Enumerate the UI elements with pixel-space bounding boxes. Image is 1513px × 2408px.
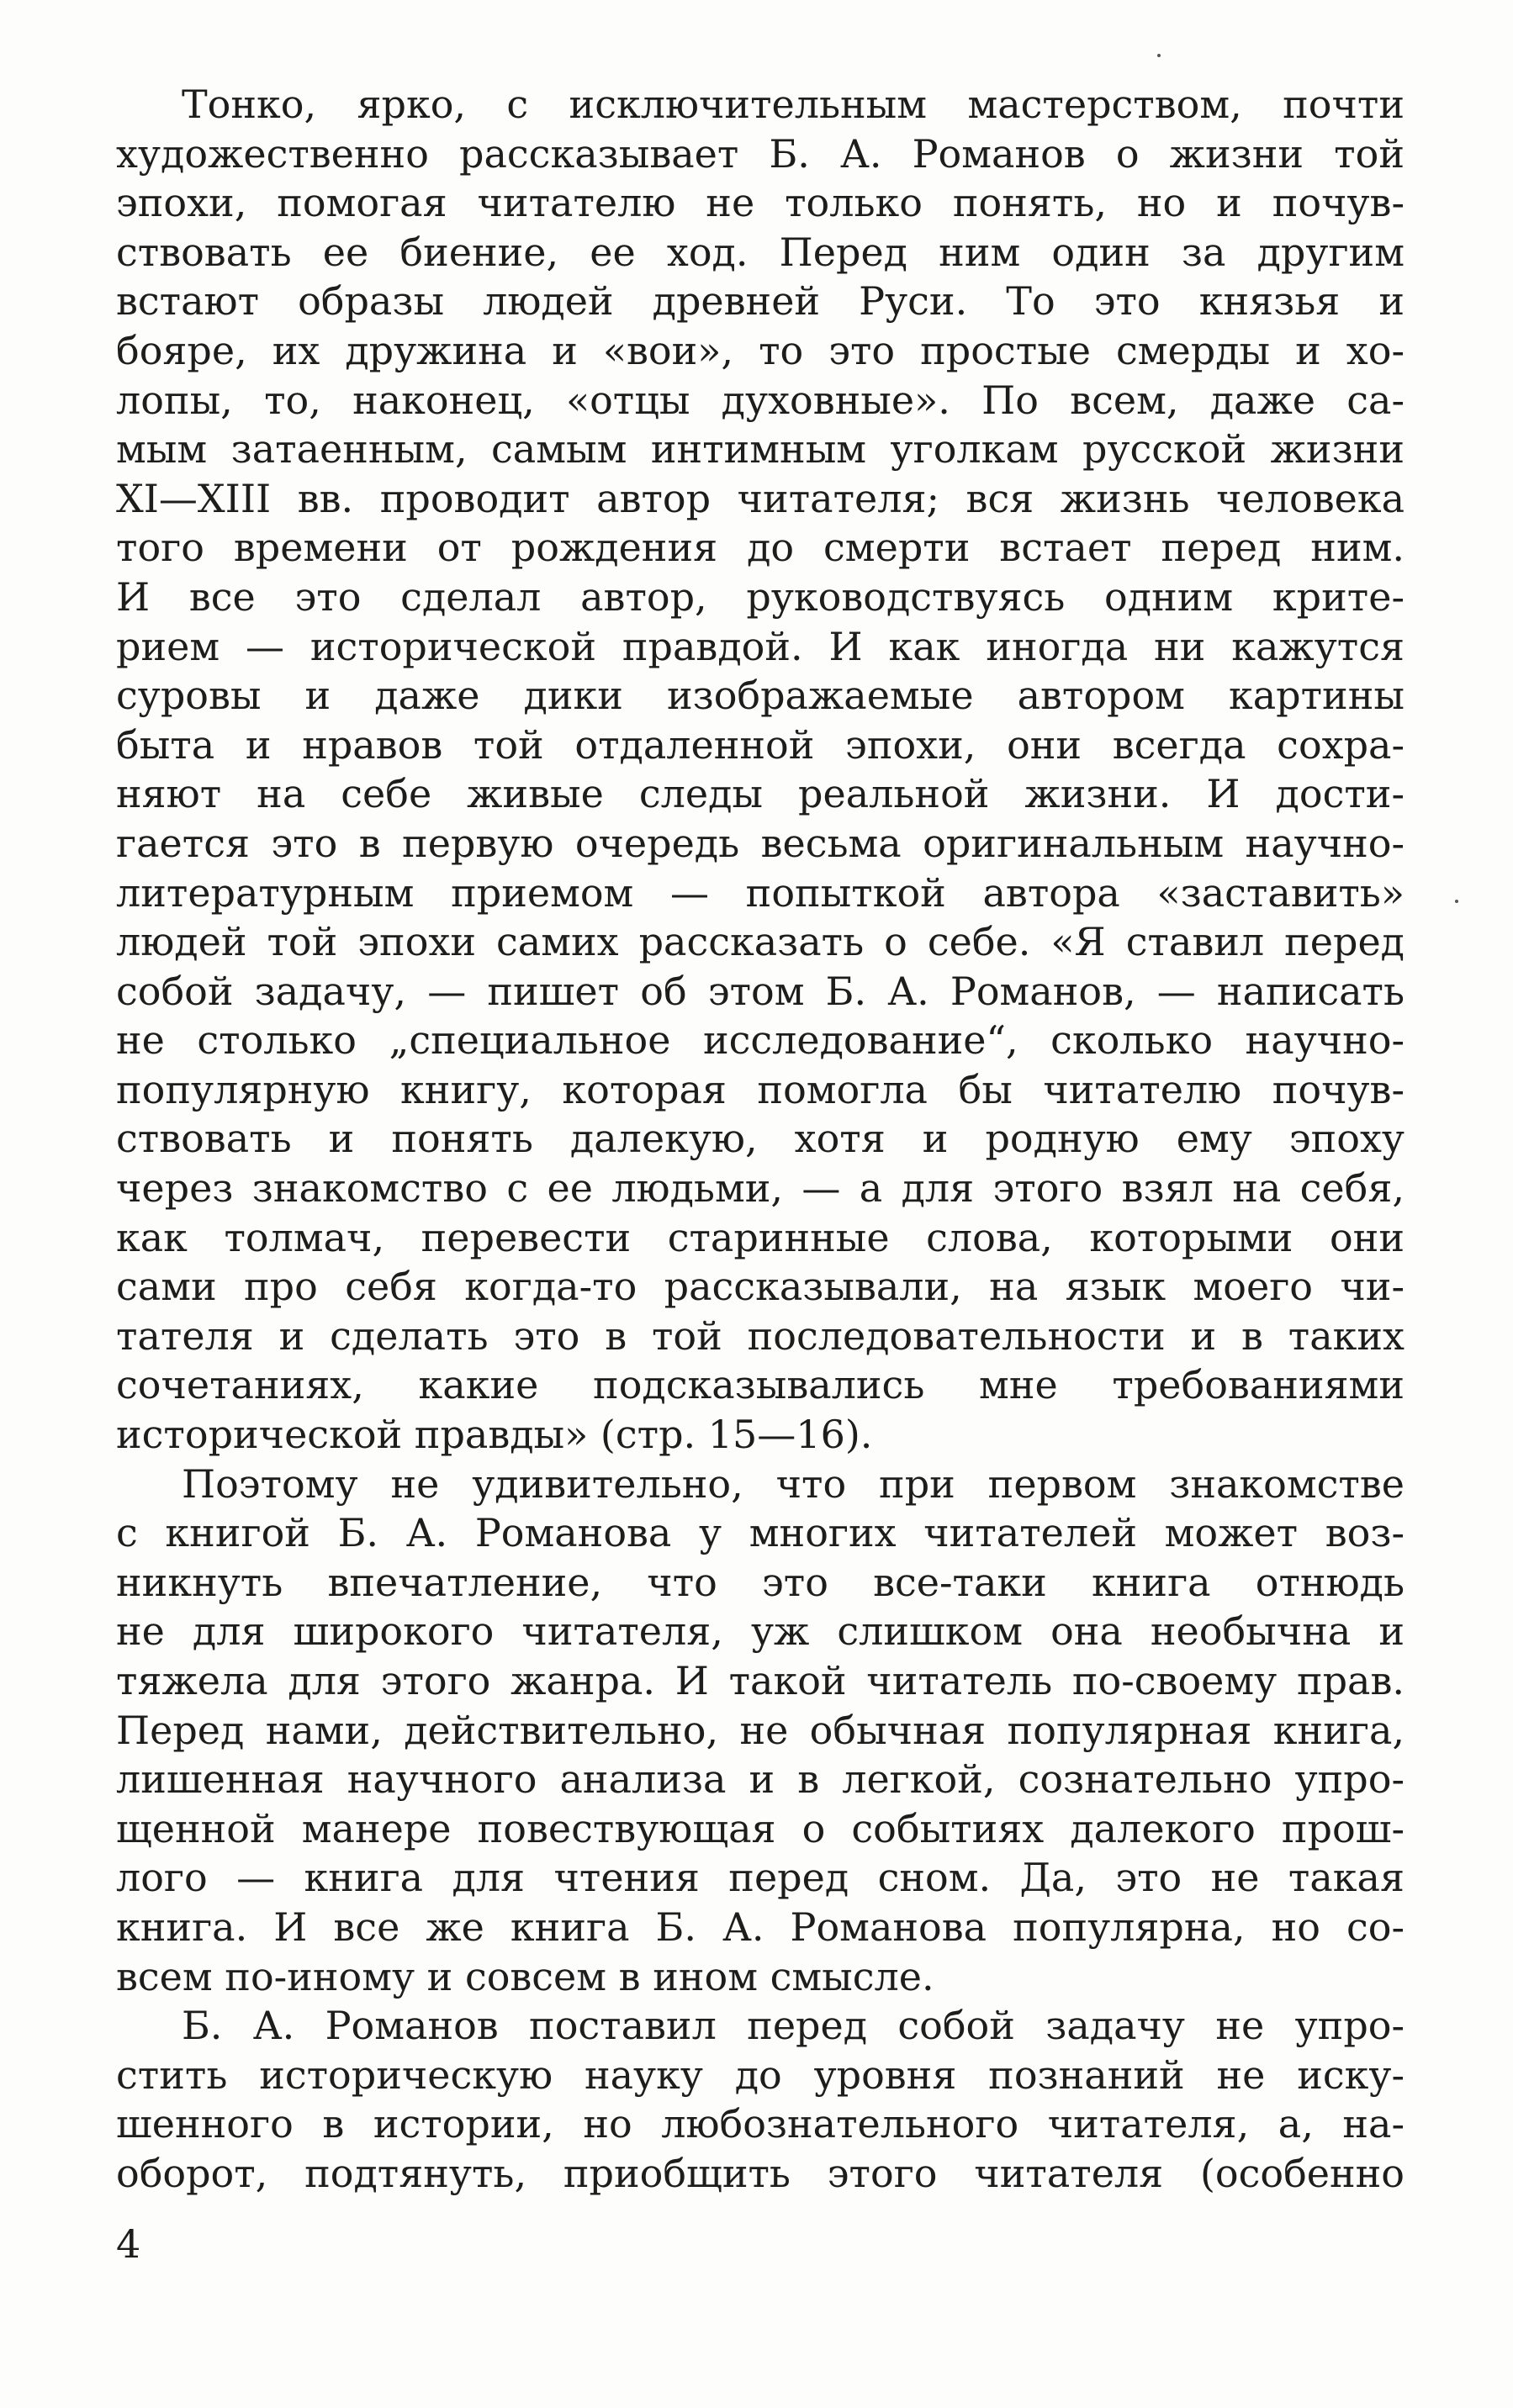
text-line: людей той эпохи самих рассказать о себе. «Я ставил перед [116, 919, 1405, 965]
text-line: Тонко, ярко, с исключительным мастерством, почти [182, 82, 1405, 127]
text-line: эпохи, помогая читателю не только понять, но и почув- [116, 180, 1405, 226]
paragraph-3 [116, 2001, 1405, 2198]
text-line: книга. И все же книга Б. А. Романова популярна, но со- [116, 1904, 1405, 1950]
text-line: литературным приемом — попыткой автора «заставить» [116, 869, 1405, 916]
text-line: сочетаниях, какие подсказывались мне требованиями [116, 1362, 1405, 1408]
text-line: няют на себе живые следы реальной жизни. И дости- [116, 771, 1405, 817]
text-line: Перед нами, действительно, не обычная популярная книга, [116, 1707, 1405, 1753]
text-line: с книгой Б. А. Романова у многих читателей может воз- [116, 1510, 1405, 1556]
text-line: щенной манере повествующая о событиях далекого прош- [116, 1805, 1405, 1851]
text-line: стить историческую науку до уровня познаний не иску- [116, 2052, 1405, 2098]
text-line: художественно рассказывает Б. А. Романов о жизни той [116, 130, 1405, 177]
text-line: лопы, то, наконец, «отцы духовные». По всем, даже са- [116, 377, 1405, 423]
text-line: ствовать и понять далекую, хотя и родную ему эпоху [116, 1116, 1405, 1162]
text-line: лого — книга для чтения перед сном. Да, это не такая [116, 1855, 1405, 1901]
text-line: суровы и даже дики изображаемые автором картины [116, 673, 1405, 719]
text-line: XI—XIII вв. проводит автор читателя; вся жизнь человека [116, 475, 1405, 521]
text-line: шенного в истории, но любознательного читателя, а, на- [116, 2101, 1405, 2147]
paragraph-1 [116, 80, 1405, 1460]
text-line: Б. А. Романов поставил перед собой задачу не упро- [182, 2003, 1405, 2049]
text-line: встают образы людей древней Руси. То это князья и [116, 278, 1405, 325]
text-line: тателя и сделать это в той последовательности и в таких [116, 1312, 1405, 1359]
text-line: как толмач, перевести старинные слова, которыми они [116, 1214, 1405, 1260]
text-line: того времени от рождения до смерти встает перед ним. [116, 525, 1405, 571]
text-line: не для широкого читателя, уж слишком она необычна и [116, 1608, 1405, 1655]
text-line: популярную книгу, которая помогла бы читателю почув- [116, 1066, 1405, 1112]
paragraph-2 [116, 1460, 1405, 2002]
text-line: сами про себя когда-то рассказывали, на язык моего чи- [116, 1264, 1405, 1310]
print-speck [1157, 54, 1161, 57]
text-line: не столько „специальное исследование“, сколько научно- [116, 1017, 1405, 1064]
print-speck [1455, 900, 1458, 903]
text-line: ствовать ее биение, ее ход. Перед ним один за другим [116, 229, 1405, 275]
text-line: оборот, подтянуть, приобщить этого читателя (особенно [116, 2150, 1405, 2196]
text-line: Поэтому не удивительно, что при первом знакомстве [182, 1460, 1405, 1507]
text-line: собой задачу, — пишет об этом Б. А. Романов, — написать [116, 968, 1405, 1014]
text-line: бояре, их дружина и «вои», то это простые смерды и хо- [116, 327, 1405, 373]
page-number: 4 [116, 2221, 141, 2267]
text-line: рием — исторической правдой. И как иногда ни кажутся [116, 623, 1405, 669]
text-line: исторической правды» (стр. 15—16). [116, 1412, 873, 1458]
text-line: всем по-иному и совсем в ином смысле. [116, 1953, 934, 1999]
text-line: гается это в первую очередь весьма оригинальным научно- [116, 820, 1405, 866]
text-line: И все это сделал автор, руководствуясь одним крите- [116, 573, 1405, 620]
text-line: лишенная научного анализа и в легкой, сознательно упро- [116, 1756, 1405, 1803]
text-line: быта и нравов той отдаленной эпохи, они всегда сохра- [116, 721, 1405, 768]
text-line: тяжела для этого жанра. И такой читатель по-своему прав. [116, 1658, 1405, 1703]
text-line: никнуть впечатление, что это все-таки книга отнюдь [116, 1559, 1405, 1605]
text-line: мым затаенным, самым интимным уголкам русской жизни [116, 426, 1405, 473]
body-text [116, 80, 1405, 2199]
text-line: через знакомство с ее людьми, — а для этого взял на себя, [116, 1165, 1405, 1212]
